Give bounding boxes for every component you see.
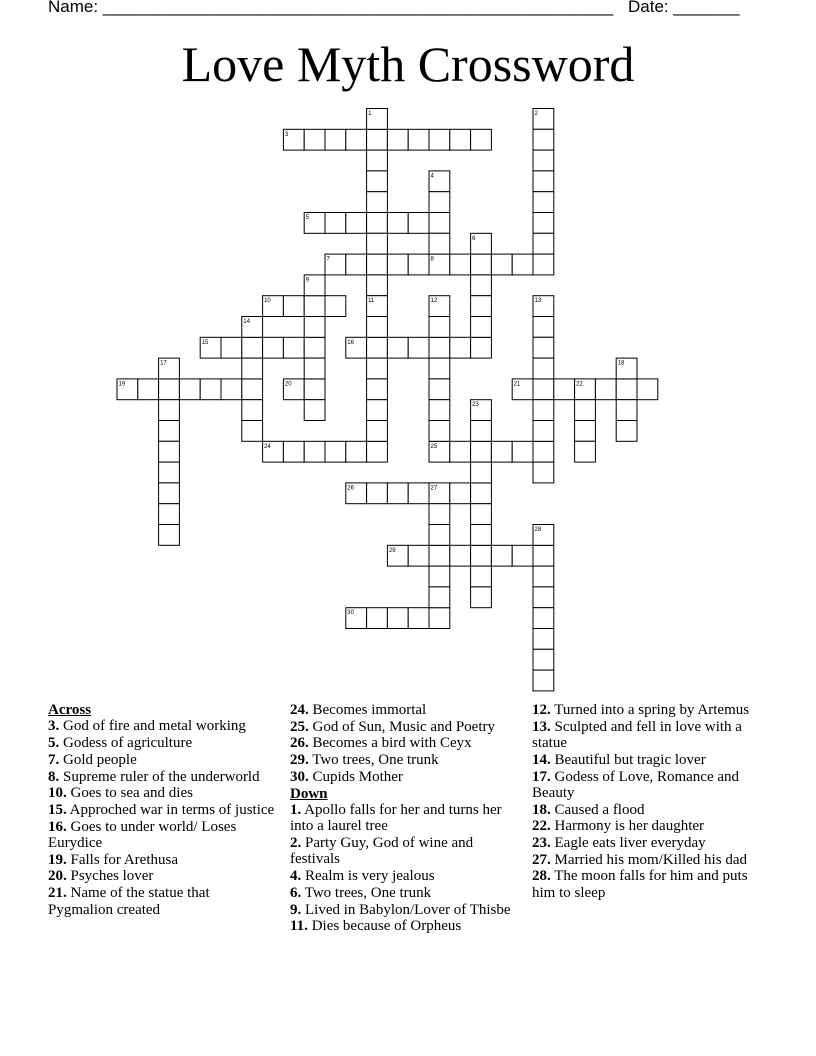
grid-cell[interactable]	[429, 525, 450, 546]
clue-item-text: Goes to under world/ Loses Eurydice	[48, 818, 237, 852]
clue-item	[532, 868, 762, 901]
clue-item-text: Apollo falls for her and turns her into a laurel tree	[290, 801, 502, 835]
grid-cell[interactable]	[429, 213, 450, 234]
grid-cell[interactable]	[304, 441, 325, 462]
grid-cell[interactable]	[471, 296, 492, 317]
clue-item-text: Two trees, One trunk	[301, 884, 432, 901]
grid-cell[interactable]	[408, 213, 429, 234]
grid-cell[interactable]	[242, 337, 263, 358]
grid-cell[interactable]	[512, 545, 533, 566]
clue-item-number: 24.	[290, 702, 309, 718]
grid-cell[interactable]	[304, 296, 325, 317]
grid-cell[interactable]	[533, 337, 554, 358]
grid-cell[interactable]	[471, 566, 492, 587]
clue-item-text: Turned into a spring by Artemus	[550, 702, 750, 718]
clue-item	[48, 868, 276, 884]
clue-item-number: 8.	[48, 768, 60, 785]
clue-item	[532, 752, 762, 768]
clue-number: 25	[430, 443, 438, 450]
grid-cell[interactable]	[221, 337, 242, 358]
grid-cell[interactable]	[242, 379, 263, 400]
clue-item-number: 3.	[48, 718, 60, 735]
grid-cell[interactable]	[471, 483, 492, 504]
grid-cell[interactable]	[429, 566, 450, 587]
grid-cell[interactable]	[367, 379, 388, 400]
grid-cell[interactable]	[304, 337, 325, 358]
grid-cell[interactable]	[367, 150, 388, 171]
grid-cell[interactable]	[575, 421, 596, 442]
clue-item-number: 19.	[48, 851, 67, 868]
clue-number: 21	[513, 381, 521, 388]
grid-cell[interactable]	[429, 545, 450, 566]
clue-item-number: 5.	[48, 735, 60, 752]
clue-item-text: Becomes immortal	[308, 702, 427, 718]
grid-cell[interactable]	[429, 421, 450, 442]
grid-cell[interactable]	[304, 317, 325, 338]
grid-cell[interactable]	[159, 441, 180, 462]
grid-cell[interactable]	[429, 504, 450, 525]
grid-cell[interactable]	[491, 441, 512, 462]
grid-cell[interactable]	[159, 379, 180, 400]
clue-item-text: Sculpted and fell in love with a statue	[532, 718, 742, 752]
grid-cell[interactable]	[429, 379, 450, 400]
clue-item-text: God of Sun, Music and Poetry	[308, 718, 495, 735]
clue-item	[290, 802, 518, 835]
clue-item-number: 29.	[290, 752, 309, 769]
clue-item-text: Supreme ruler of the underworld	[59, 768, 260, 785]
clue-item-text: Harmony is her daughter	[550, 818, 705, 835]
grid-cell[interactable]	[450, 483, 471, 504]
clue-item	[48, 735, 276, 751]
clue-item	[532, 702, 762, 718]
grid-cell[interactable]	[159, 400, 180, 421]
clue-item	[48, 785, 276, 801]
grid-cell[interactable]	[367, 421, 388, 442]
down-heading: Down	[290, 785, 328, 802]
grid-cell[interactable]	[429, 129, 450, 150]
clue-number: 18	[617, 360, 625, 367]
clue-number: 12	[430, 298, 438, 305]
clue-number: 22	[576, 381, 583, 388]
grid-cell[interactable]	[471, 441, 492, 462]
clue-item	[290, 902, 518, 918]
grid-cell[interactable]	[159, 421, 180, 442]
clue-item	[290, 702, 518, 718]
clue-item-number: 27.	[532, 851, 551, 868]
clue-number: 28	[534, 527, 542, 533]
name-field-label: Name: ______________________________________________________	[48, 0, 614, 16]
grid-cell[interactable]	[408, 545, 429, 566]
clue-number: 30	[347, 610, 354, 617]
grid-cell[interactable]	[533, 150, 554, 171]
grid-cell[interactable]	[408, 608, 429, 629]
clue-item	[48, 852, 276, 868]
grid-cell[interactable]	[387, 254, 408, 275]
clue-item-text: Falls for Arethusa	[66, 851, 178, 868]
clue-item	[532, 769, 762, 802]
clue-item	[48, 885, 276, 918]
clue-number: 29	[388, 547, 396, 554]
grid-cell[interactable]	[387, 483, 408, 504]
clue-item-number: 17.	[532, 768, 551, 785]
clue-item-text: Two trees, One trunk	[308, 752, 439, 769]
grid-cell[interactable]	[533, 545, 554, 566]
clue-column-3	[532, 702, 762, 902]
clue-item	[48, 752, 276, 768]
grid-cell[interactable]	[533, 462, 554, 483]
grid-cell[interactable]	[429, 587, 450, 608]
grid-cell[interactable]	[450, 441, 471, 462]
grid-cell[interactable]	[159, 462, 180, 483]
clue-number: 9	[305, 277, 310, 284]
clue-item-text: Godess of agriculture	[59, 735, 193, 752]
clue-number: 17	[160, 360, 167, 367]
grid-cell[interactable]	[367, 483, 388, 504]
clue-item-number: 28.	[532, 868, 551, 885]
grid-cell[interactable]	[471, 317, 492, 338]
clue-item-number: 15.	[48, 801, 67, 818]
clue-item	[290, 868, 518, 884]
clue-item-text: Godess of Love, Romance and Beauty	[532, 768, 740, 801]
clue-item-number: 25.	[290, 718, 309, 735]
clue-item-number: 21.	[48, 885, 67, 902]
clue-item-number: 10.	[48, 785, 67, 802]
grid-cell[interactable]	[159, 525, 180, 546]
clue-number: 10	[264, 298, 271, 305]
grid-cell[interactable]	[387, 129, 408, 150]
clue-item	[532, 852, 762, 868]
grid-cell[interactable]	[533, 129, 554, 150]
grid-cell[interactable]	[367, 441, 388, 462]
grid-cell[interactable]	[471, 254, 492, 275]
clue-item-number: 14.	[532, 751, 551, 768]
grid-cell[interactable]	[429, 192, 450, 213]
clue-item-number: 2.	[290, 835, 302, 852]
grid-cell[interactable]	[242, 358, 263, 379]
clue-item-text: Name of the statue that Pygmalion created	[48, 885, 210, 918]
grid-cell[interactable]	[533, 649, 554, 670]
clue-item	[48, 802, 276, 818]
grid-cell[interactable]	[408, 129, 429, 150]
grid-cell[interactable]	[179, 379, 200, 400]
grid-cell[interactable]	[138, 379, 159, 400]
clue-item-number: 16.	[48, 818, 67, 835]
grid-cell[interactable]	[346, 254, 367, 275]
grid-cell[interactable]	[367, 317, 388, 338]
clue-item	[48, 769, 276, 785]
clue-number: 2	[534, 111, 538, 117]
grid-cell[interactable]	[429, 608, 450, 629]
grid-cell[interactable]	[429, 400, 450, 421]
grid-cell[interactable]	[304, 129, 325, 150]
clue-item	[290, 918, 518, 934]
grid-cell[interactable]	[575, 441, 596, 462]
clue-item-number: 13.	[532, 718, 551, 735]
clue-number: 1	[368, 111, 372, 117]
grid-cell[interactable]	[283, 296, 304, 317]
grid-cell[interactable]	[387, 608, 408, 629]
grid-cell[interactable]	[159, 483, 180, 504]
grid-cell[interactable]	[367, 171, 388, 192]
page-title: Love Myth Crossword	[181, 36, 635, 92]
grid-cell[interactable]	[304, 400, 325, 421]
grid-cell[interactable]	[408, 337, 429, 358]
grid-cell[interactable]	[367, 129, 388, 150]
clue-item	[532, 835, 762, 851]
clue-item-text: Beautiful but tragic lover	[550, 751, 706, 768]
clue-item-text: The moon falls for him and puts him to sleep	[532, 868, 748, 901]
grid-cell[interactable]	[471, 525, 492, 546]
grid-cell[interactable]	[450, 337, 471, 358]
clue-number: 20	[284, 381, 292, 388]
grid-cell[interactable]	[471, 545, 492, 566]
clue-item	[290, 719, 518, 735]
grid-cell[interactable]	[387, 213, 408, 234]
clue-item-text: God of fire and metal working	[59, 718, 246, 735]
clue-item-number: 9.	[290, 901, 302, 918]
clue-item	[48, 819, 276, 852]
grid-cell[interactable]	[533, 421, 554, 442]
clue-item-number: 6.	[290, 884, 302, 901]
grid-cell[interactable]	[367, 192, 388, 213]
grid-cell[interactable]	[325, 129, 346, 150]
clue-item-text: Caused a flood	[550, 801, 645, 818]
clue-item-number: 23.	[532, 835, 551, 852]
grid-cell[interactable]	[471, 275, 492, 296]
clue-item-number: 4.	[290, 868, 302, 885]
grid-cell[interactable]	[283, 337, 304, 358]
clue-number: 11	[368, 298, 375, 305]
clue-number: 5	[305, 215, 310, 221]
clue-item	[290, 835, 518, 868]
clue-number: 16	[347, 339, 354, 346]
clue-number: 7	[326, 256, 330, 263]
clue-item-number: 7.	[48, 751, 60, 768]
grid-cell[interactable]	[533, 608, 554, 629]
grid-cell[interactable]	[242, 421, 263, 442]
grid-cell[interactable]	[471, 587, 492, 608]
clue-item-text: Gold people	[59, 751, 137, 768]
grid-cell[interactable]	[429, 317, 450, 338]
grid-cell[interactable]	[200, 379, 221, 400]
grid-cell[interactable]	[367, 358, 388, 379]
grid-cell[interactable]	[533, 171, 554, 192]
grid-cell[interactable]	[533, 233, 554, 254]
clue-item	[290, 769, 518, 785]
grid-cell[interactable]	[637, 379, 658, 400]
grid-cell[interactable]	[533, 670, 554, 691]
grid-cell[interactable]	[367, 213, 388, 234]
grid-cell[interactable]	[367, 400, 388, 421]
clue-item-text: Realm is very jealous	[301, 868, 435, 885]
grid-cell[interactable]	[533, 254, 554, 275]
grid-cell[interactable]	[554, 379, 575, 400]
grid-cell[interactable]	[304, 379, 325, 400]
grid-cell[interactable]	[533, 358, 554, 379]
clue-item-number: 30.	[290, 768, 309, 785]
clue-item	[532, 802, 762, 818]
clue-item-text: Party Guy, God of wine and festivals	[290, 835, 474, 868]
grid-cell[interactable]	[367, 608, 388, 629]
grid-cell[interactable]	[533, 400, 554, 421]
clue-item	[290, 735, 518, 751]
clue-number: 8	[430, 256, 434, 263]
clue-item-text: Lived in Babylon/Lover of Thisbe	[301, 901, 511, 918]
grid-cell[interactable]	[263, 337, 284, 358]
grid-cell[interactable]	[387, 337, 408, 358]
grid-cell[interactable]	[346, 213, 367, 234]
grid-cell[interactable]	[575, 400, 596, 421]
grid-cell[interactable]	[471, 337, 492, 358]
grid-cell[interactable]	[346, 129, 367, 150]
clue-item	[48, 718, 276, 734]
grid-cell[interactable]	[533, 192, 554, 213]
clue-item-number: 22.	[532, 818, 551, 835]
clue-item	[290, 885, 518, 901]
grid-cell[interactable]	[450, 545, 471, 566]
clue-item	[290, 752, 518, 768]
grid-cell[interactable]	[616, 400, 637, 421]
grid-cell[interactable]	[450, 129, 471, 150]
clue-number: 27	[430, 485, 438, 492]
grid-cell[interactable]	[304, 358, 325, 379]
grid-cell[interactable]	[471, 421, 492, 442]
grid-cell[interactable]	[616, 421, 637, 442]
clue-item-text: Approched war in terms of justice	[66, 801, 275, 818]
clue-item-number: 20.	[48, 868, 67, 885]
clue-item-text: Dies because of Orpheus	[307, 918, 462, 935]
clue-number: 26	[347, 485, 354, 492]
grid-cell[interactable]	[533, 441, 554, 462]
clue-item-text: Goes to sea and dies	[66, 785, 193, 802]
grid-cell[interactable]	[512, 441, 533, 462]
clue-item-number: 26.	[290, 735, 309, 752]
across-heading: Across	[48, 702, 92, 718]
grid-cell[interactable]	[325, 441, 346, 462]
grid-cell[interactable]	[367, 233, 388, 254]
clue-number: 19	[118, 381, 126, 388]
grid-cell[interactable]	[429, 358, 450, 379]
grid-cell[interactable]	[616, 379, 637, 400]
grid-cell[interactable]	[471, 129, 492, 150]
grid-cell[interactable]	[595, 379, 616, 400]
grid-cell[interactable]	[533, 317, 554, 338]
grid-cell[interactable]	[221, 379, 242, 400]
grid-cell[interactable]	[325, 213, 346, 234]
clue-item-text: Married his mom/Killed his dad	[550, 851, 747, 868]
grid-cell[interactable]	[367, 337, 388, 358]
grid-cell[interactable]	[367, 275, 388, 296]
clue-item	[532, 818, 762, 834]
clue-number: 6	[472, 235, 476, 242]
grid-cell[interactable]	[408, 254, 429, 275]
clue-item-number: 11.	[290, 918, 308, 935]
grid-cell[interactable]	[242, 400, 263, 421]
clue-number: 13	[534, 298, 542, 305]
clue-number: 15	[201, 339, 209, 346]
grid-cell[interactable]	[325, 296, 346, 317]
clue-number: 14	[243, 319, 250, 325]
clue-item-text: Eagle eats liver everyday	[550, 835, 706, 852]
clue-column-2	[290, 702, 518, 935]
grid-cell[interactable]	[491, 545, 512, 566]
grid-cell[interactable]	[367, 254, 388, 275]
grid-cell[interactable]	[429, 233, 450, 254]
clue-item-number: 12.	[532, 702, 551, 718]
grid-cell[interactable]	[533, 629, 554, 650]
clue-item-number: 1.	[290, 801, 302, 818]
clue-item	[532, 719, 762, 752]
grid-cell[interactable]	[533, 587, 554, 608]
grid-cell[interactable]	[491, 254, 512, 275]
grid-cell[interactable]	[533, 213, 554, 234]
clue-item-number: 18.	[532, 801, 551, 818]
grid-cell[interactable]	[346, 441, 367, 462]
clue-number: 3	[284, 131, 289, 138]
grid-cell[interactable]	[533, 379, 554, 400]
grid-cell[interactable]	[283, 441, 304, 462]
grid-cell[interactable]	[471, 462, 492, 483]
grid-cell[interactable]	[450, 254, 471, 275]
grid-cell[interactable]	[429, 337, 450, 358]
clue-item-text: Cupids Mother	[308, 768, 403, 785]
grid-cell[interactable]	[533, 566, 554, 587]
grid-cell[interactable]	[408, 483, 429, 504]
date-field-label: Date: _______	[628, 0, 740, 16]
clue-item-text: Becomes a bird with Ceyx	[308, 735, 472, 752]
clue-number: 4	[430, 173, 434, 180]
grid-cell[interactable]	[512, 254, 533, 275]
clue-number: 23	[472, 402, 479, 409]
grid-cell[interactable]	[471, 504, 492, 525]
clue-number: 24	[264, 443, 271, 450]
clue-item-text: Psyches lover	[66, 868, 154, 885]
clue-column-1	[48, 702, 276, 918]
grid-cell[interactable]	[159, 504, 180, 525]
